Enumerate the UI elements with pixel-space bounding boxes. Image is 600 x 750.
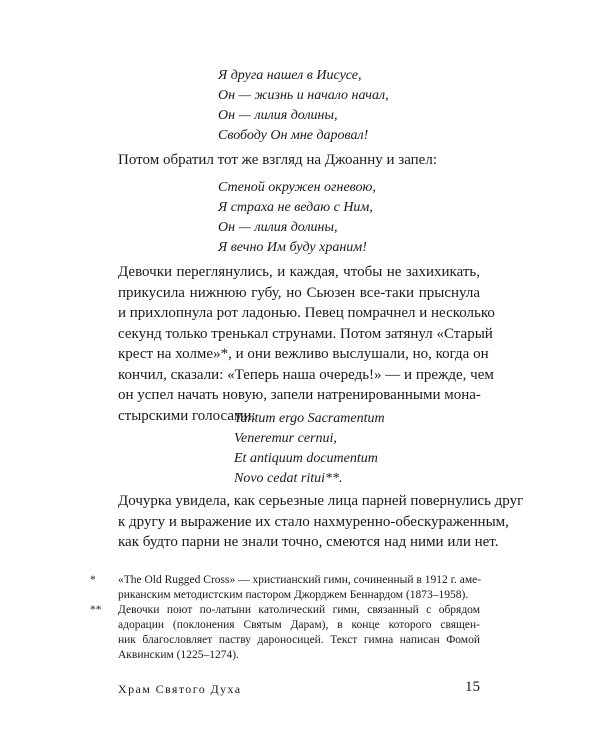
verse-line: Стеной окружен огневою, (218, 180, 376, 195)
footnote-line: Девочки поют по-латыни католический гимн, связанный с обрядом (118, 604, 480, 616)
footnote-line: ник благословляет паству дароносицей. Текст гимна написан Фомой (118, 634, 480, 646)
paragraph-line: как будто парни не знали точно, смеются над ними или нет. (118, 534, 499, 550)
running-footer-title: Храм Святого Духа (118, 682, 242, 696)
paragraph-line: прикусила нижнюю губу, но Сьюзен все-таки прыснула (118, 284, 480, 301)
paragraph-line: Девочки переглянулись, и каждая, чтобы не захихикать, (118, 264, 480, 280)
verse-line: Et antiquum documentum (234, 451, 378, 466)
footnote-line: адорации (поклонения Святым Дарам), в конце которого священ- (118, 619, 480, 631)
verse-line: Novo cedat ritui**. (234, 471, 343, 486)
paragraph-line: кончил, сказали: «Теперь наша очередь!» — и прежде, чем (118, 366, 494, 383)
footnote-mark: * (90, 574, 96, 586)
verse-line: Свободу Он мне даровал! (218, 128, 369, 143)
footnote-1 (90, 573, 482, 603)
footnote-line: Аквинским (1225–1274). (118, 649, 239, 661)
page-number: 15 (465, 679, 480, 695)
footnote-2 (90, 603, 480, 663)
hymn-verse-1 (218, 66, 389, 146)
paragraph-line: Дочурка увидела, как серьезные лица парней повернулись друг (118, 493, 524, 509)
verse-line: Veneremur cernui, (234, 431, 337, 446)
latin-hymn-verse (234, 409, 385, 489)
paragraph-2 (118, 262, 495, 426)
footnote-mark: ** (90, 604, 102, 616)
verse-line: Я вечно Им буду храним! (218, 240, 367, 255)
verse-line: Я друга нашел в Иисусе, (218, 68, 362, 83)
verse-line: Tantum ergo Sacramentum (234, 411, 385, 426)
paragraph-3 (118, 491, 524, 553)
verse-line: Он — лилия долины, (218, 220, 338, 235)
footnote-line: «The Old Rugged Cross» — христианский гимн, сочиненный в 1912 г. аме- (118, 574, 482, 586)
footnote-line: риканским методистским пастором Джорджем Беннардом (1873–1958). (118, 589, 469, 601)
hymn-verse-2 (218, 178, 376, 258)
paragraph-line: к другу и выражение их стало нахмуренно-обескураженным, (118, 513, 509, 530)
verse-line: Я страха не ведаю с Ним, (218, 200, 373, 215)
paragraph-1 (118, 150, 480, 171)
paragraph-line: Потом обратил тот же взгляд на Джоанну и запел: (118, 152, 437, 168)
paragraph-line: секунд только тренькал струнами. Потом затянул «Старый (118, 325, 493, 342)
paragraph-line: стырскими голосами: (118, 407, 256, 424)
verse-line: Он — лилия долины, (218, 108, 338, 123)
paragraph-line: он успел начать новую, запели натренированными мона- (118, 387, 481, 403)
paragraph-line: и прихлопнула рот ладонью. Певец помрачнел и несколько (118, 305, 495, 321)
paragraph-line: крест на холме»*, и они вежливо выслушали, но, когда он (118, 346, 489, 362)
verse-line: Он — жизнь и начало начал, (218, 88, 389, 103)
